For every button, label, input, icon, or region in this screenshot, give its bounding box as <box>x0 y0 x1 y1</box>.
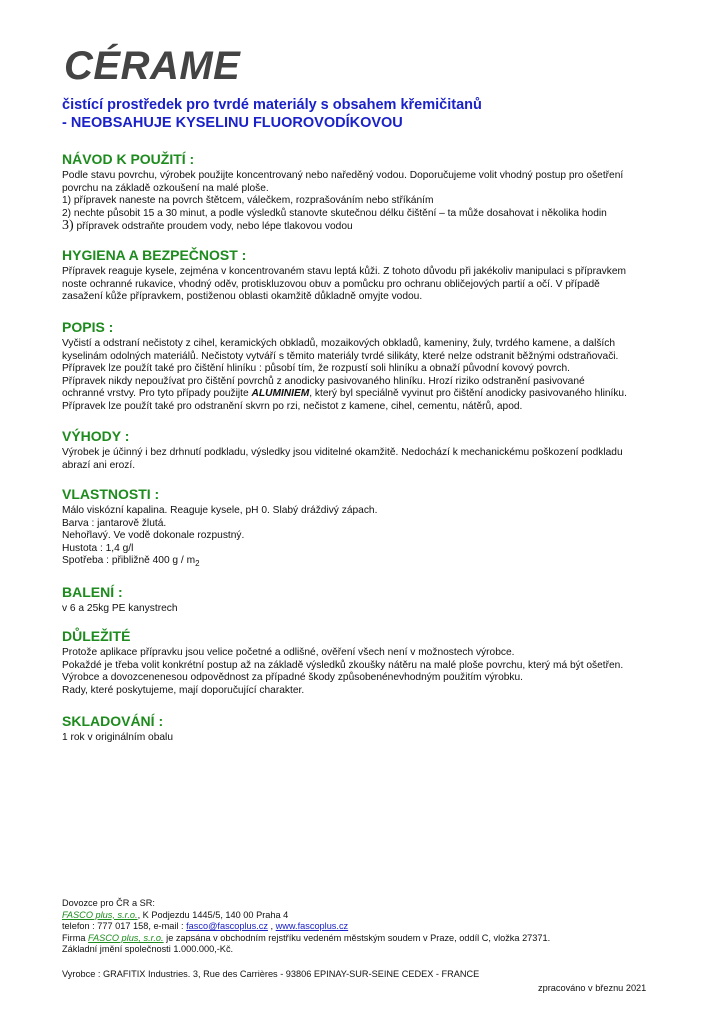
text-line: Přípravek nikdy nepoužívat pro čištění povrchů z anodicky pasivovaného hliníku. Hrozí riziko odstranění pasivované <box>62 375 585 387</box>
section-popis <box>62 319 702 414</box>
spotreba-text: Spotřeba : přibližně 400 g / m <box>62 555 196 567</box>
section-body-baleni <box>62 603 702 616</box>
importer-label: Dovozce pro ČR a SR: <box>62 898 155 908</box>
section-heading-vyhody: VÝHODY : <box>62 428 130 444</box>
section-body-popis <box>62 338 702 414</box>
text-line <box>62 388 702 401</box>
section-heading-skladovani: SKLADOVÁNÍ : <box>62 713 164 729</box>
subtitle-line-1: čistící prostředek pro tvrdé materiály s obsahem křemičitanů <box>62 97 482 113</box>
text-line: Pokaždé je třeba volit konkrétní postup až na základě výsledků zkoušky nátěru na malé ploše povrchu, který má být ošetřen. <box>62 659 624 671</box>
section-body-dulezite <box>62 647 702 697</box>
text-line: 2) nechte působit 15 a 30 minut, a podle výsledků stanovte skutečnou délku čištění – ta může dosahovat i několika hodin <box>62 207 607 219</box>
text-line: zasažení kůže přípravkem, postiženou oblasti okamžitě důkladně omyjte vodou. <box>62 291 423 303</box>
text-line: Málo viskózní kapalina. Reaguje kysele, pH 0. Slabý dráždivý zápach. <box>62 505 378 516</box>
text-line: 1 rok v originálním obalu <box>62 732 173 743</box>
importer-contact <box>62 921 550 933</box>
importer-registration <box>62 933 550 945</box>
spotreba-subscript: 2 <box>195 559 200 569</box>
section-skladovani <box>62 713 702 745</box>
product-name-emphasis: ALUMINIEM <box>251 388 310 400</box>
text-line: noste ochranné rukavice, vhodný oděv, protiskluzovou obuv a pomůcku pro ochranu obličejových partií a očí. V případě <box>62 278 600 290</box>
section-heading-popis: POPIS : <box>62 319 114 335</box>
section-body-navod <box>62 170 702 234</box>
section-body-hygiena <box>62 266 702 304</box>
address-text: , K Podjezdu 1445/5, 140 00 Praha 4 <box>137 909 289 920</box>
importer-address <box>62 910 550 922</box>
text-line: Vyčistí a odstraní nečistoty z cihel, keramických obkladů, mozaikových obkladů, kameniny, žuly, tvrdého kamene, a dalších <box>62 338 616 349</box>
section-baleni <box>62 584 702 616</box>
section-dulezite <box>62 628 702 697</box>
section-heading-hygiena: HYGIENA A BEZPEČNOST : <box>62 247 247 263</box>
section-heading-baleni: BALENÍ : <box>62 584 123 600</box>
text-line: Přípravek lze použít také pro čištění hliníku : působí tím, že rozpustí soli hliníku a obnaží původní kovový povrch. <box>62 363 570 375</box>
section-body-skladovani <box>62 732 702 745</box>
company-link[interactable]: FASCO plus, s.r.o. <box>88 932 164 943</box>
text-line: 1) přípravek naneste na povrch štětcem, válečkem, rozprašováním nebo stříkáním <box>62 195 434 207</box>
section-vyhody <box>62 428 702 472</box>
footer-importer <box>62 898 550 956</box>
product-title: CÉRAME <box>64 44 241 88</box>
subtitle-line-2: - NEOBSAHUJE KYSELINU FLUOROVODÍKOVOU <box>62 115 403 131</box>
section-heading-dulezite: DŮLEŽITÉ <box>62 628 131 644</box>
phone-text: telefon : 777 017 158, e-mail : <box>62 921 187 932</box>
firma-text: Firma <box>62 932 89 943</box>
text-line: abrazí ani erozí. <box>62 459 136 471</box>
text-line: Podle stavu povrchu, výrobek použijte koncentrovaný nebo naředěný vodou. Doporučujeme volit vhodný postup pro ošetření <box>62 170 624 181</box>
text-line: Přípravek lze použít také pro odstranění skvrn po rzi, nečistot z kamene, cihel, cementu, nátěrů, apod. <box>62 400 523 412</box>
section-hygiena <box>62 247 702 304</box>
section-navod <box>62 151 702 234</box>
section-body-vlastnosti <box>62 505 702 571</box>
section-vlastnosti <box>62 486 702 571</box>
section-heading-navod: NÁVOD K POUŽITÍ : <box>62 151 195 167</box>
company-link[interactable]: FASCO plus, s.r.o. <box>62 909 138 920</box>
step-text: přípravek odstraňte proudem vody, nebo lépe tlakovou vodou <box>73 221 353 233</box>
text-fragment: , který byl speciálně vyvinut pro čištění anodicky pasivovaného hliníku. <box>309 388 627 400</box>
section-heading-vlastnosti: VLASTNOSTI : <box>62 486 160 502</box>
text-line: Barva : jantarově žlutá. <box>62 517 167 529</box>
text-line: kyselinám odolných materiálů. Nečistoty vytváří s těmito materiály tvrdé silikáty, které nelze odstranit běžnými odstraňovači. <box>62 350 619 362</box>
section-body-vyhody <box>62 447 702 472</box>
text-line: Přípravek reaguje kysele, zejména v koncentrovaném stavu leptá kůži. Z tohoto důvodu při jakékoliv manipulaci s přípravkem <box>62 266 626 277</box>
text-line: Výrobce a dovozcenenesou odpovědnost za případné škody způsobenénevhodným použitím výrobku. <box>62 672 523 684</box>
separator-text: , <box>267 921 276 932</box>
text-line: povrchu na základě ozkoušení na malé ploše. <box>62 182 269 194</box>
registration-text: je zapsána v obchodním rejstříku vedeném městským soudem v Praze, oddíl C, vložka 27371. <box>163 932 551 943</box>
product-subtitle <box>62 96 482 132</box>
capital-text: Základní jmění společnosti 1.000.000,-Kč. <box>62 944 234 955</box>
text-line <box>62 220 702 234</box>
text-line <box>62 555 702 571</box>
step-number: 3) <box>62 218 74 234</box>
text-line: Výrobek je účinný i bez drhnutí podkladu, výsledky jsou viditelné okamžitě. Nedochází k mechanickému poškození podkladu <box>62 447 623 458</box>
producer-text: Vyrobce : GRAFITIX Industries. 3, Rue des Carrières - 93806 EPINAY-SUR-SEINE CEDEX - FRANCE <box>62 969 480 979</box>
processed-date: zpracováno v březnu 2021 <box>538 983 647 993</box>
text-line: Protože aplikace přípravku jsou velice početné a odlišné, ověření všech není v možnostech výrobce. <box>62 647 515 658</box>
text-fragment: ochranné vrstvy. Pro tyto případy použijte <box>62 388 252 400</box>
text-line: Nehořlavý. Ve vodě dokonale rozpustný. <box>62 530 245 542</box>
website-link[interactable]: www.fascoplus.cz <box>275 921 349 932</box>
text-line: Hustota : 1,4 g/l <box>62 542 134 554</box>
email-link[interactable]: fasco@fascoplus.cz <box>186 921 268 932</box>
text-line: Rady, které poskytujeme, mají doporučující charakter. <box>62 684 305 696</box>
text-line: v 6 a 25kg PE kanystrech <box>62 603 178 614</box>
